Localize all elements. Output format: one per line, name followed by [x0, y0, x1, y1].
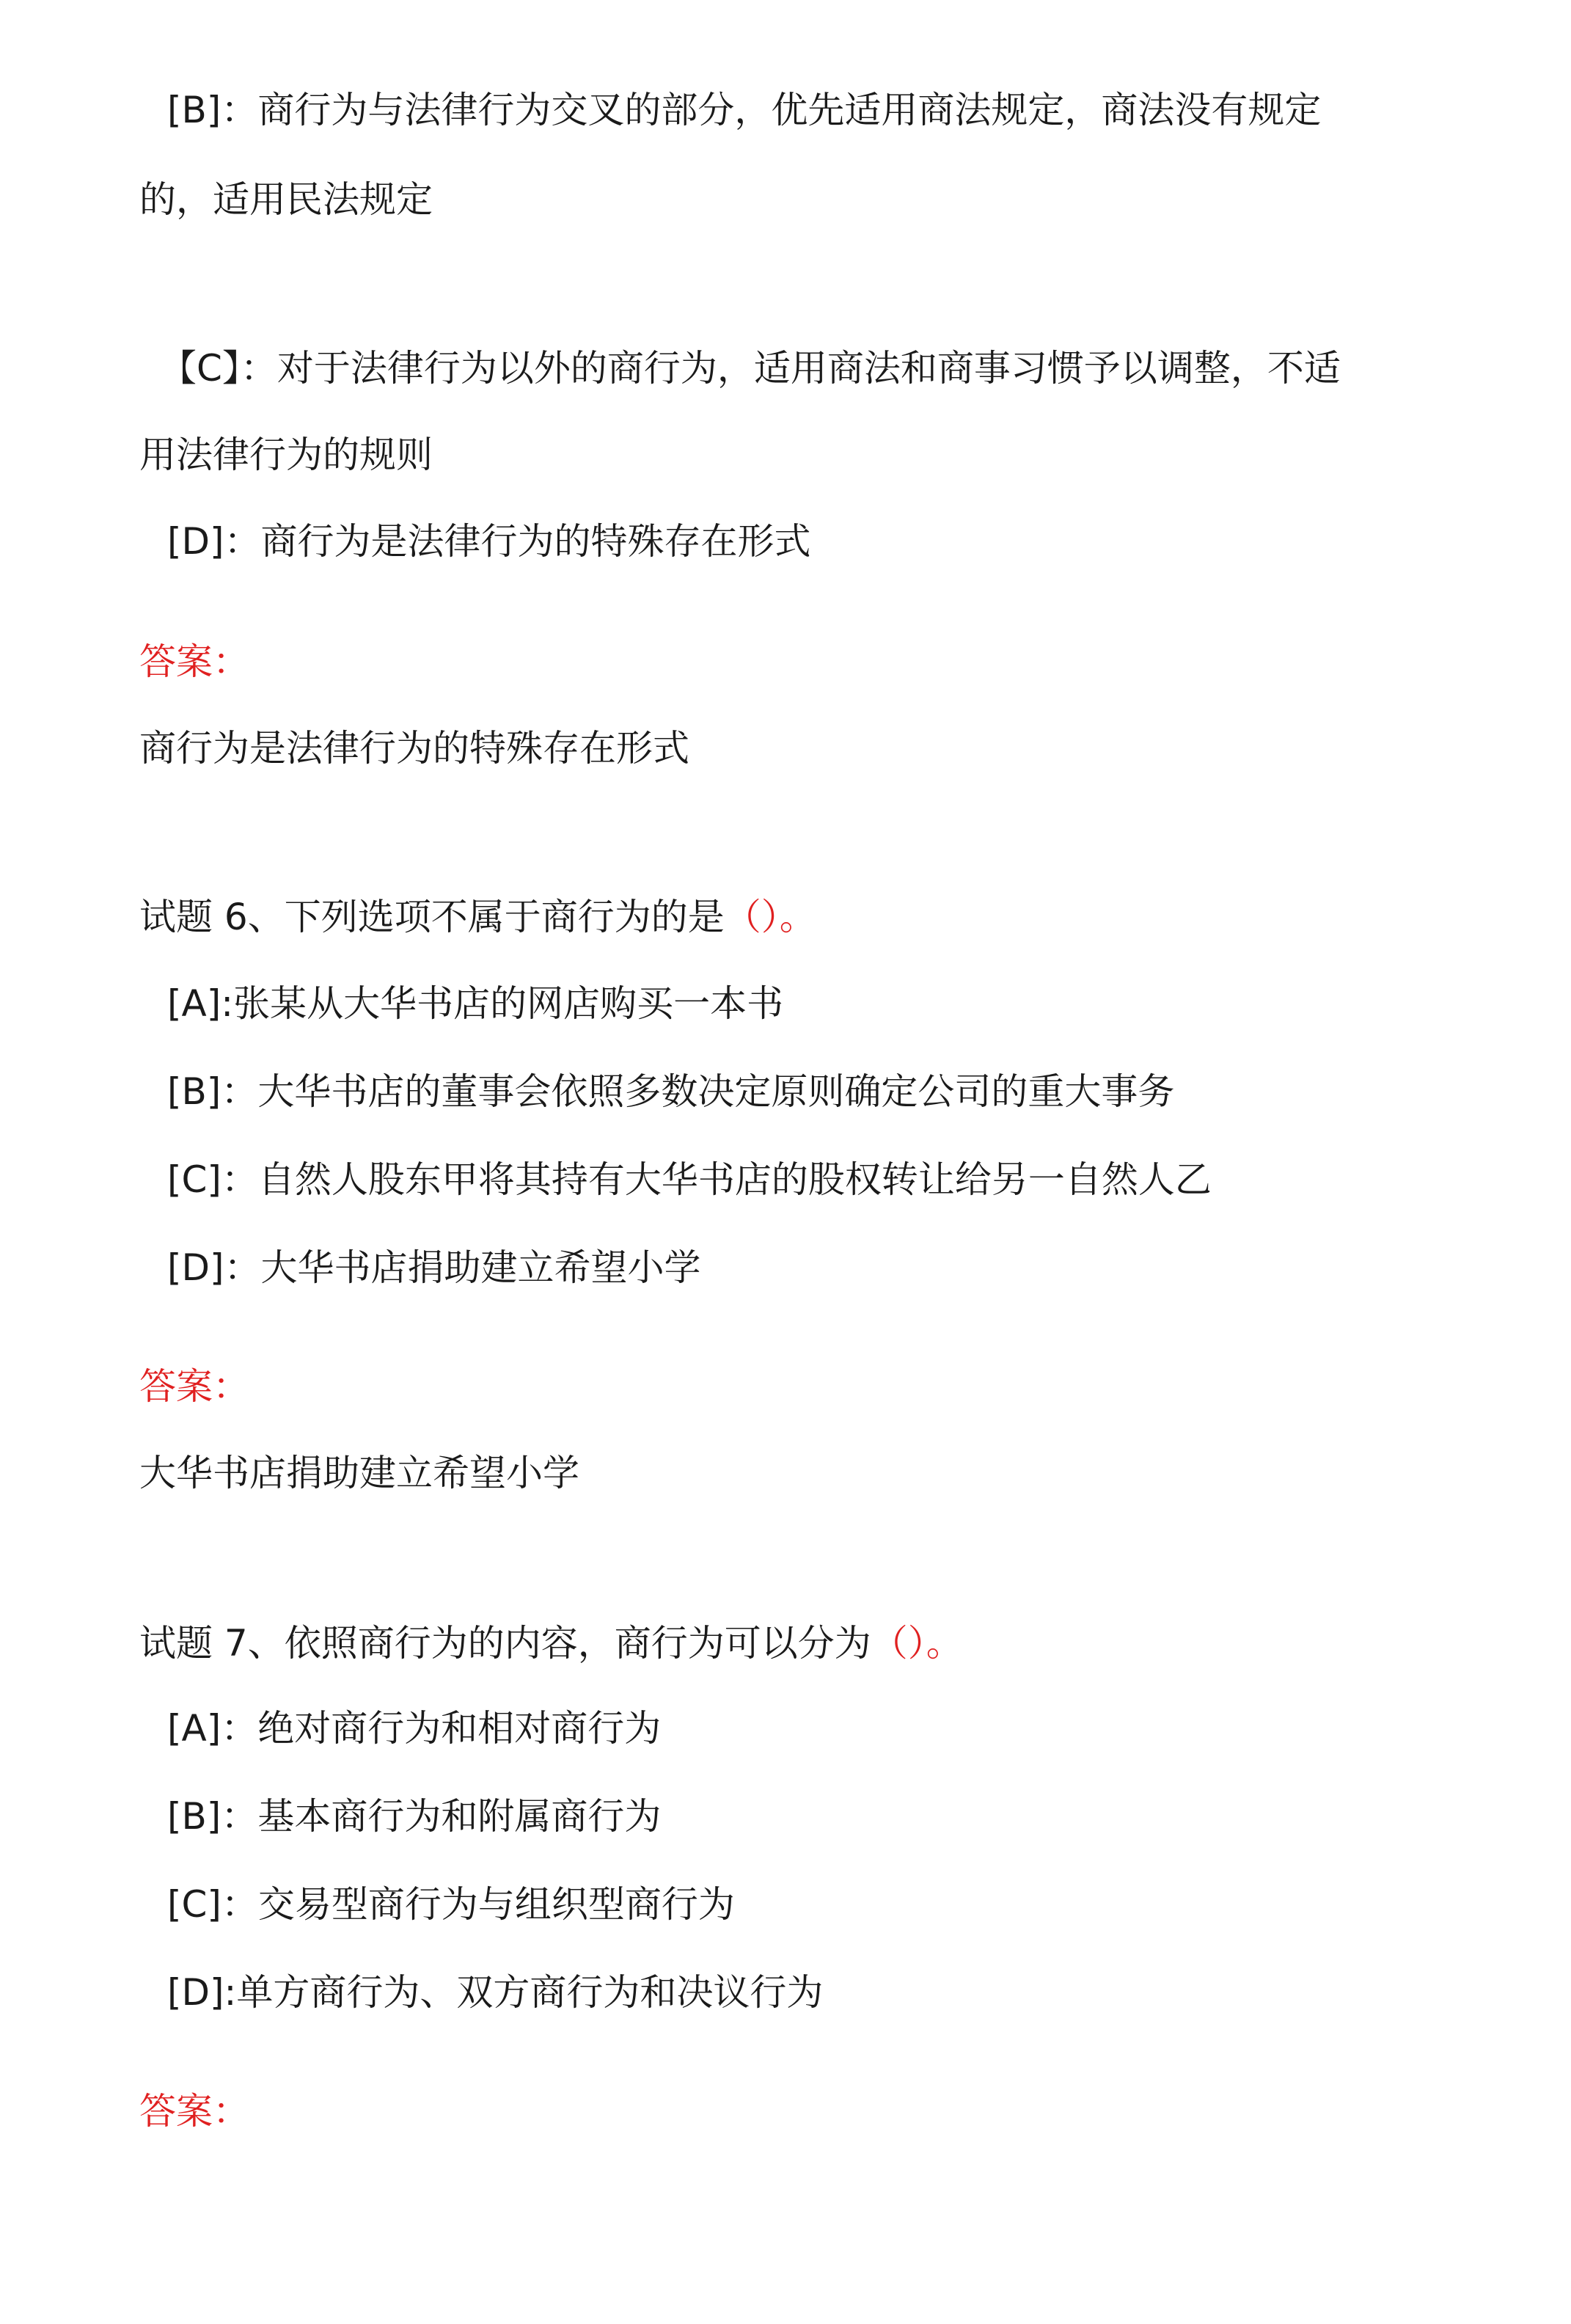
- q5-option-c-line1: 【C】：对于法律行为以外的商行为，适用商法和商事习惯予以调整，不适: [160, 347, 1341, 390]
- q7-option-d: [D]:单方商行为、双方商行为和决议行为: [167, 1971, 824, 2014]
- q5-option-b-line1: [B]：商行为与法律行为交叉的部分，优先适用商法规定，商法没有规定: [167, 89, 1322, 131]
- q6-stem-paren: （）。: [724, 896, 816, 938]
- q6-option-d: [D]：大华书店捐助建立希望小学: [167, 1246, 701, 1289]
- q7-stem-paren: （）。: [871, 1622, 963, 1665]
- q7-option-c: [C]：交易型商行为与组织型商行为: [167, 1883, 735, 1926]
- q7-stem-text: 试题 7、依照商行为的内容，商行为可以分为: [139, 1622, 871, 1665]
- q6-option-c: [C]：自然人股东甲将其持有大华书店的股权转让给另一自然人乙: [167, 1158, 1212, 1201]
- q5-option-b-line2: 的，适用民法规定: [139, 178, 433, 221]
- q5-option-d: [D]：商行为是法律行为的特殊存在形式: [167, 520, 811, 563]
- q7-stem: [139, 1620, 963, 1667]
- q6-stem-text: 试题 6、下列选项不属于商行为的是: [139, 896, 725, 938]
- q5-answer-label: 答案：: [139, 640, 249, 683]
- q6-stem: [139, 894, 816, 940]
- q7-option-b: [B]：基本商行为和附属商行为: [167, 1795, 662, 1838]
- q6-option-a: [A]:张某从大华书店的网店购买一本书: [167, 982, 784, 1025]
- q7-option-a: [A]：绝对商行为和相对商行为: [167, 1707, 662, 1750]
- q6-answer-text: 大华书店捐助建立希望小学: [139, 1452, 579, 1494]
- q6-answer-label: 答案：: [139, 1365, 249, 1408]
- q5-answer-text: 商行为是法律行为的特殊存在形式: [139, 727, 689, 770]
- q5-option-c-line2: 用法律行为的规则: [139, 434, 433, 476]
- q6-option-b: [B]：大华书店的董事会依照多数决定原则确定公司的重大事务: [167, 1070, 1175, 1113]
- q7-answer-label: 答案：: [139, 2090, 249, 2133]
